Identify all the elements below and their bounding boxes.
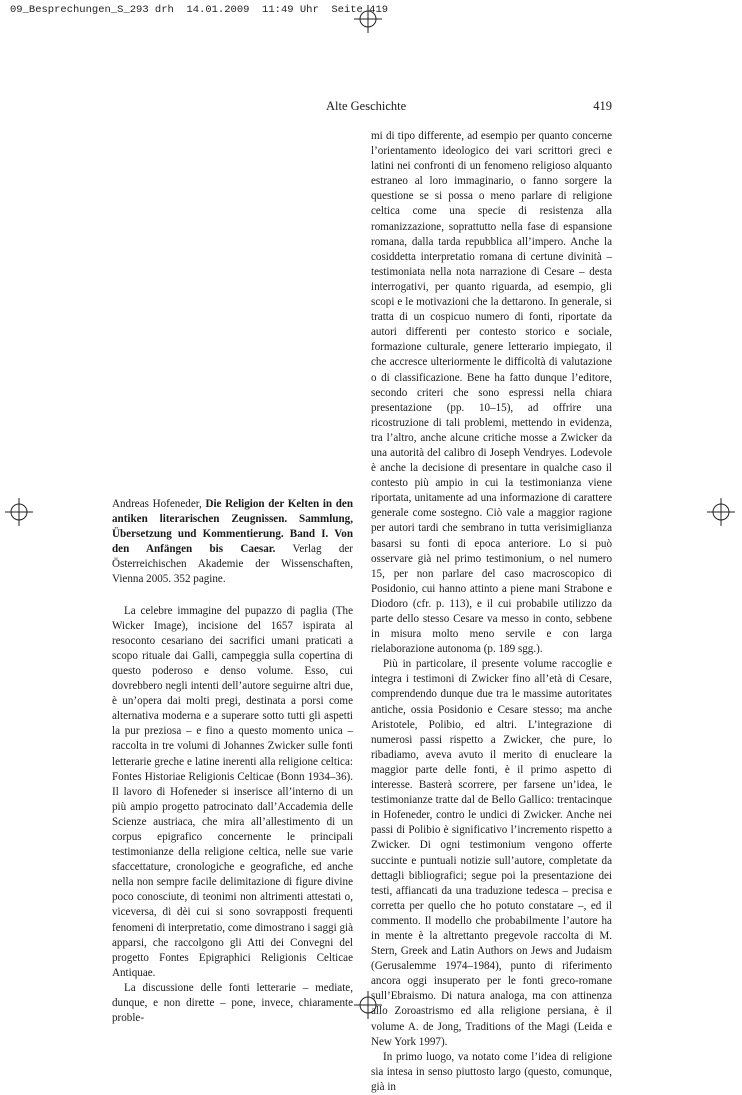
paragraph: Più in particolare, il presente volume raccoglie e integra i testimoni di Zwicker fino all’età di Cesare, comprendendo dunque due tra le massime autoritates antiche, ossia Posidonio e Cesare stesso; ma anche Aristotele, Polibio, ed altri. L’integrazione di numerosi passi rispetto a Zwicker, che pure, lo ribadiamo, aveva avuto il merito di enucleare la maggior parte delle fonti, è il primo aspetto di interesse. Basterà scorrere, per farsene un’idea, le testimonianze tratte dal de Bello Gallico: trentacinque in Hofeneder, contro le undici di Zwicker. Anche nei passi di Polibio è significativo l’incremento rispetto a Zwicker. Di ogni testimonium vengono offerte succinte e puntuali notizie sull’autore, completate da dettagli bibliografici; segue poi la presentazione dei testi, affiancati da una traduzione tedesca – precisa e corretta per quello che ho potuto constatare –, ed il commento. Il modello che probabilmente l’autore ha in mente è la altrettanto pregevole raccolta di M. Stern, Greek and Latin Authors on Jews and Judaism (Gerusalemme 1974–1984), punto di riferimento ancora oggi insuperato per le fonti greco-romane sull’Ebraismo. Di natura analoga, ma con attinenza allo Zoroastrismo ed alla religione persiana, è il volume A. de Jong, Traditions of the Magi (Leida e New York 1997). <box>371 658 612 1048</box>
paragraph: La discussione delle fonti letterarie – mediate, dunque, e non dirette – pone, invece, chiaramente proble- <box>112 981 353 1025</box>
paragraph: mi di tipo differente, ad esempio per quanto concerne l’orientamento ideologico dei vari scrittori greci e latini nei confronti di un fenomeno religioso alquanto estraneo al loro immaginario, o fanno sorgere la questione se si possa o meno parlare di religione celtica come una specie di resistenza alla romanizzazione, soprattutto nella fase di espansione romana, dalla tarda repubblica all’impero. Anche la cosiddetta interpretatio romana di certune divinità – testimoniata nella nota narrazione di Cesare – desta interrogativi, per quanto riguarda, ad esempio, gli scopi e le motivazioni che la dettarono. In generale, si tratta di un cospicuo numero di fonti, riportate da autori differenti per contesto storico e sociale, formazione culturale, genere letterario impiegato, il che accresce ulteriormente le difficoltà di valutazione o di classificazione. Bene ha fatto dunque l’editore, secondo criteri che sono espressi nella chiara presentazione (pp. 10–15), ad offrire una ricostruzione di tali problemi, mettendo in evidenza, tra l’altro, anche alcune critiche mosse a Zwicker da una autorità del calibro di Joseph Vendryes. Lodevole è anche la decisione di presentare in qualche caso il contesto più ampio in cui la testimonianza viene riportata, unitamente ad una informazione di carattere generale come sostegno. Ciò vale a maggior ragione per autori tardi che sembrano in tutta verisimiglianza basarsi su fonti di epoca anteriore. Lo si può osservare già nel primo testimonium, o nel numero 15, per non parlare del caso macroscopico di Posidonio, cui hanno attinto a piene mani Strabone e Diodoro (cfr. p. 113), e il cui probabile utilizzo da parte dello stesso Cesare va messo in conto, sebbene in misura molto meno servile e con larga rielaborazione autonoma (p. 189 sgg.). <box>371 130 612 656</box>
page-number: 419 <box>593 99 612 113</box>
right-column <box>371 129 612 1095</box>
book-citation <box>112 497 353 588</box>
citation-title: Die Religion der Kelten in den antiken literarischen Zeugnissen. Sammlung, Übersetzung und Kommentierung. Band I. Von den Anfängen bis Caesar. <box>112 498 353 556</box>
crosshair-registration-mark-icon <box>354 991 382 1019</box>
crosshair-registration-mark-icon <box>354 5 382 33</box>
running-header <box>326 99 612 117</box>
running-title: Alte Geschichte <box>326 99 407 113</box>
citation-publication: Verlag der Österreichischen Akademie der Wissenschaften, Vienna 2005. 352 pagine. <box>112 543 353 586</box>
paragraph: In primo luogo, va notato come l’idea di religione sia intesa in senso piuttosto largo (questo, comunque, già in <box>371 1050 612 1093</box>
left-column <box>112 497 353 1026</box>
print-slug: 09_Besprechungen_S_293 drh 14.01.2009 11:49 Uhr Seite 419 <box>10 4 389 16</box>
citation-author: Andreas Hofeneder, <box>112 498 202 510</box>
crosshair-registration-mark-icon <box>5 498 33 526</box>
paragraph: La celebre immagine del pupazzo di paglia (The Wicker Image), incisione del 1657 ispirata al resoconto cesariano dei sacrifici umani praticati a scopo rituale dai Galli, campeggia sulla copertina di questo poderoso e denso volume. Esso, cui dovrebbero negli intenti dell’autore seguirne altri due, è un’opera dai molti pregi, destinata a porsi come alternativa moderna e a superare sotto tutti gli aspetti la pur preziosa – e fino a questo momento unica – raccolta in tre volumi di Johannes Zwicker sulle fonti letterarie greche e latine inerenti alla religione celtica: Fontes Historiae Religionis Celticae (Bonn 1934–36). Il lavoro di Hofeneder si inserisce all’interno di un più ampio progetto patrocinato dall’Accademia delle Scienze austriaca, che mira all’allestimento di un corpus epigrafico concernente le principali testimonianze della religione celtica, nelle sue varie sfaccettature, cronologiche e geografiche, ed anche nella non sempre facile delimitazione di figure divine poco conosciute, di teonimi non altrimenti attestati o, viceversa, di dèi cui si sono sovrapposti frequenti fenomeni di interpretatio, come dimostrano i saggi già apparsi, che raccolgono gli Atti dei Convegni del progetto Fontes Epigraphici Religionis Celticae Antiquae. <box>112 604 353 979</box>
crosshair-registration-mark-icon <box>707 498 735 526</box>
